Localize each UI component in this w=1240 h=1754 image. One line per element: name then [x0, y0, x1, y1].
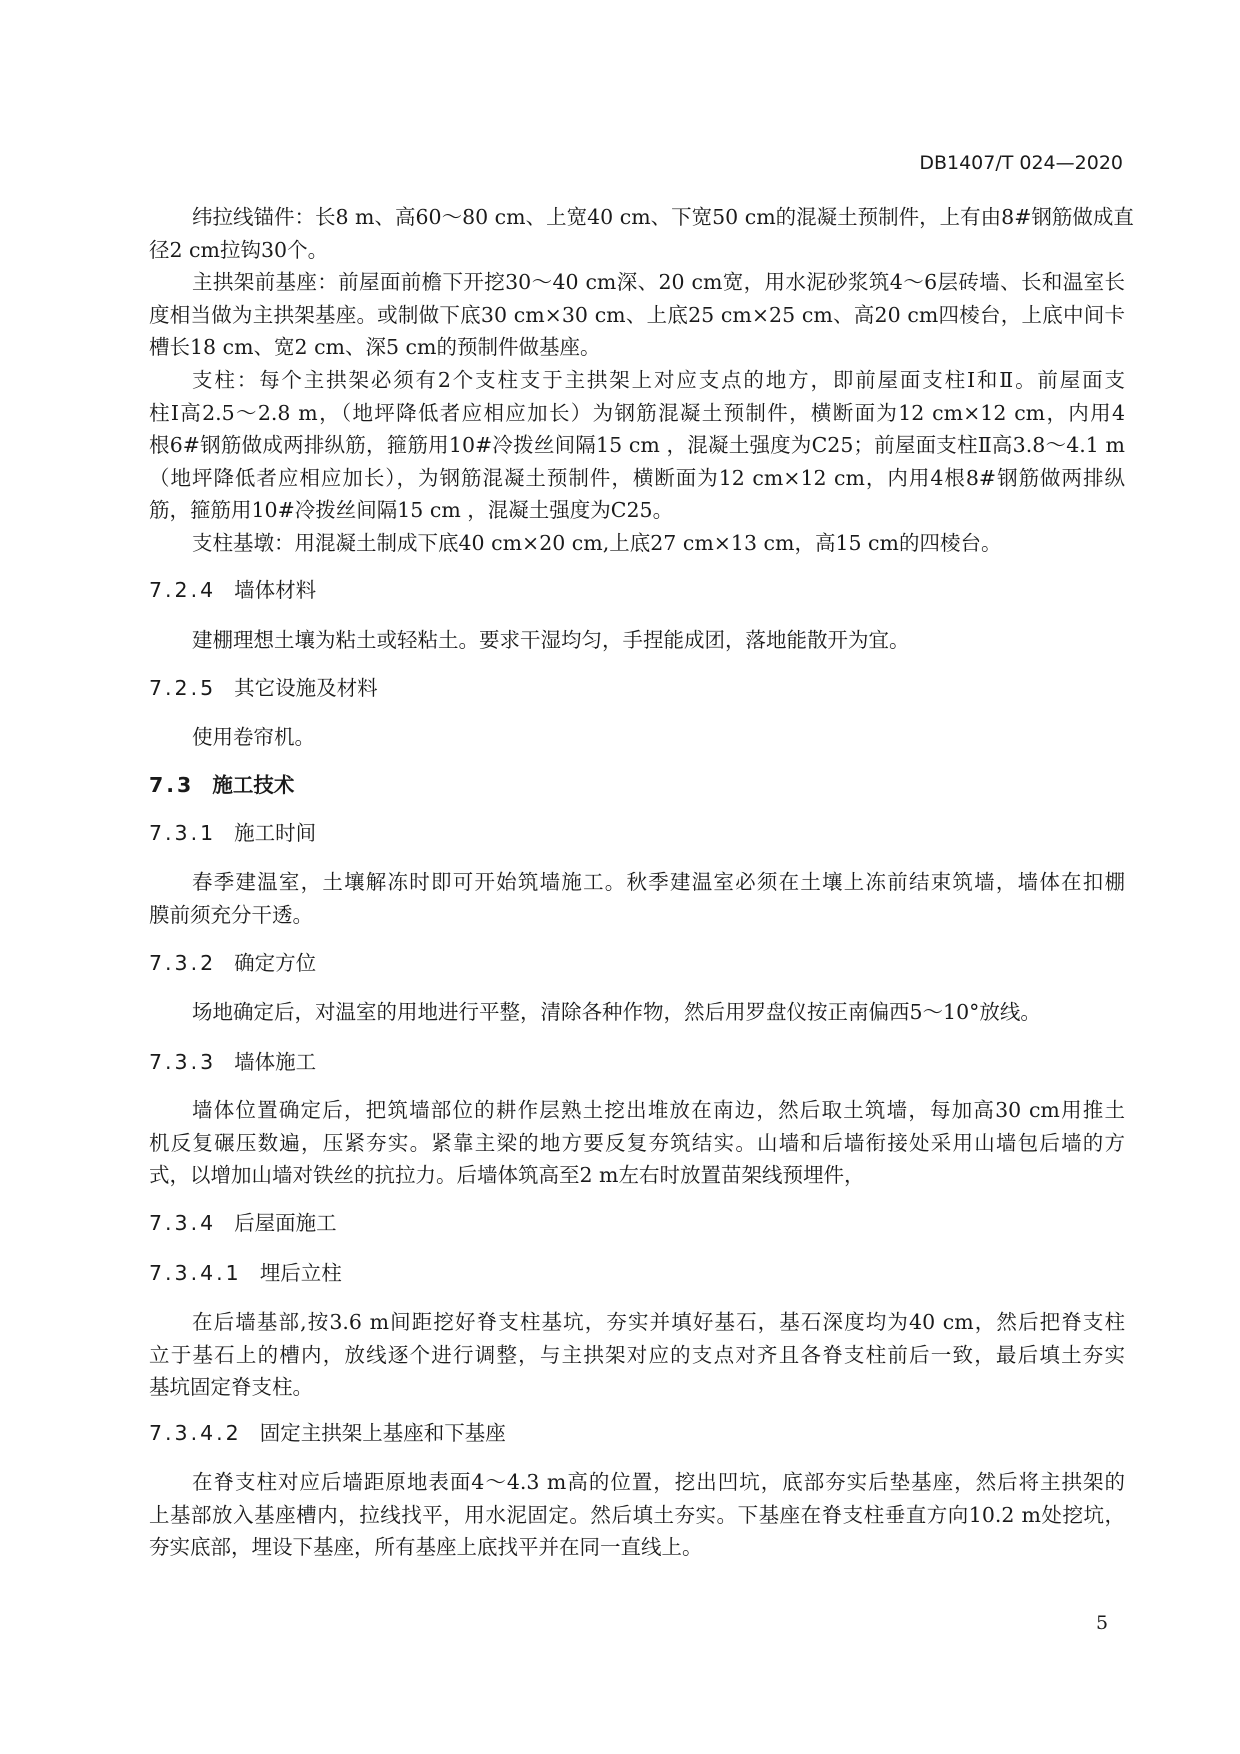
- paragraph-line: 径2 cm拉钩30个。: [149, 237, 329, 262]
- section-title: 其它设施及材料: [234, 676, 378, 700]
- section-number: 7.3.4.1: [149, 1261, 242, 1285]
- section-title: 固定主拱架上基座和下基座: [259, 1421, 506, 1445]
- section-number: 7.3: [149, 773, 195, 797]
- paragraph-line: 墙体位置确定后，把筑墙部位的耕作层熟土挖出堆放在南边，然后取土筑墙，每加高30 cm用推土: [192, 1098, 1125, 1122]
- paragraph-line: 建棚理想土壤为粘土或轻粘土。要求干湿均匀，手捏能成团，落地能散开为宜。: [192, 628, 910, 652]
- section-title: 施工技术: [212, 773, 295, 797]
- section-heading: [149, 1417, 506, 1449]
- section-title: 确定方位: [234, 951, 317, 975]
- paragraph-line: 柱Ⅰ高2.5～2.8 m，（地坪降低者应相应加长）为钢筋混凝土预制件，横断面为12 cm×12 cm，内用4: [149, 400, 1125, 425]
- section-heading: [149, 672, 378, 704]
- section-number: 7.3.2: [149, 951, 217, 975]
- document-code-header: DB1407/T 024—2020: [919, 152, 1123, 174]
- paragraph-line: 纬拉线锚件：长8 m、高60～80 cm、上宽40 cm、下宽50 cm的混凝土预制件，上有由8#钢筋做成直: [192, 205, 1134, 229]
- paragraph-line: 支柱基墩：用混凝土制成下底40 cm×20 cm,上底27 cm×13 cm，高15 cm的四棱台。: [192, 531, 1002, 555]
- section-number: 7.3.4.2: [149, 1421, 242, 1445]
- paragraph-line: 筋，箍筋用10#冷拨丝间隔15 cm ，混凝土强度为C25。: [149, 498, 674, 523]
- section-title: 施工时间: [234, 821, 317, 845]
- section-heading: [149, 1046, 316, 1078]
- paragraph-line: 支柱：每个主拱架必须有2个支柱支于主拱架上对应支点的地方，即前屋面支柱Ⅰ和Ⅱ。前屋面支: [192, 368, 1125, 392]
- paragraph-line: 春季建温室，土壤解冻时即可开始筑墙施工。秋季建温室必须在土壤上冻前结束筑墙，墙体在扣棚: [192, 870, 1125, 894]
- section-heading: [149, 817, 316, 849]
- paragraph-line: 上基部放入基座槽内，拉线找平，用水泥固定。然后填土夯实。下基座在脊支柱垂直方向10.2 m处挖坑，: [149, 1502, 1125, 1527]
- paragraph-line: 式，以增加山墙对铁丝的抗拉力。后墙体筑高至2 m左右时放置苗架线预埋件，: [149, 1163, 865, 1188]
- section-heading: [149, 947, 316, 979]
- paragraph-line: 使用卷帘机。: [192, 725, 315, 749]
- paragraph-line: 场地确定后，对温室的用地进行平整，清除各种作物，然后用罗盘仪按正南偏西5～10°放线。: [192, 1000, 1041, 1024]
- paragraph-line: 膜前须充分干透。: [149, 902, 313, 927]
- section-number: 7.2.5: [149, 676, 217, 700]
- section-number: 7.2.4: [149, 578, 217, 602]
- section-title: 后屋面施工: [234, 1211, 337, 1235]
- paragraph-line: 在脊支柱对应后墙距原地表面4～4.3 m高的位置，挖出凹坑，底部夯实后垫基座，然后将主拱架的: [192, 1470, 1125, 1494]
- section-heading: [149, 769, 294, 801]
- paragraph-line: （地坪降低者应相应加长），为钢筋混凝土预制件，横断面为12 cm×12 cm，内用4根8#钢筋做两排纵: [149, 465, 1125, 490]
- page-number: 5: [1096, 1612, 1109, 1634]
- section-number: 7.3.4: [149, 1211, 217, 1235]
- section-heading: [149, 574, 316, 606]
- section-number: 7.3.3: [149, 1050, 217, 1074]
- paragraph-line: 槽长18 cm、宽2 cm、深5 cm的预制件做基座。: [149, 335, 601, 360]
- paragraph-line: 度相当做为主拱架基座。或制做下底30 cm×30 cm、上底25 cm×25 cm、高20 cm四棱台，上底中间卡: [149, 302, 1125, 327]
- paragraph-line: 立于基石上的槽内，放线逐个进行调整，与主拱架对应的支点对齐且各脊支柱前后一致，最后填土夯实: [149, 1342, 1125, 1367]
- section-title: 埋后立柱: [259, 1261, 342, 1285]
- section-number: 7.3.1: [149, 821, 217, 845]
- paragraph-line: 主拱架前基座：前屋面前檐下开挖30～40 cm深、20 cm宽，用水泥砂浆筑4～6层砖墙、长和温室长: [192, 270, 1125, 294]
- paragraph-line: 基坑固定脊支柱。: [149, 1375, 313, 1400]
- paragraph-line: 根6#钢筋做成两排纵筋，箍筋用10#冷拨丝间隔15 cm ，混凝土强度为C25；前屋面支柱Ⅱ高3.8～4.1 m: [149, 433, 1125, 458]
- paragraph-line: 夯实底部，埋设下基座，所有基座上底找平并在同一直线上。: [149, 1535, 703, 1560]
- paragraph-line: 机反复碾压数遍，压紧夯实。紧靠主梁的地方要反复夯筑结实。山墙和后墙衔接处采用山墙包后墙的方: [149, 1130, 1125, 1155]
- section-title: 墙体施工: [234, 1050, 317, 1074]
- section-title: 墙体材料: [234, 578, 317, 602]
- section-heading: [149, 1207, 337, 1239]
- paragraph-line: 在后墙基部,按3.6 m间距挖好脊支柱基坑，夯实并填好基石，基石深度均为40 cm，然后把脊支柱: [192, 1310, 1125, 1334]
- section-heading: [149, 1257, 342, 1289]
